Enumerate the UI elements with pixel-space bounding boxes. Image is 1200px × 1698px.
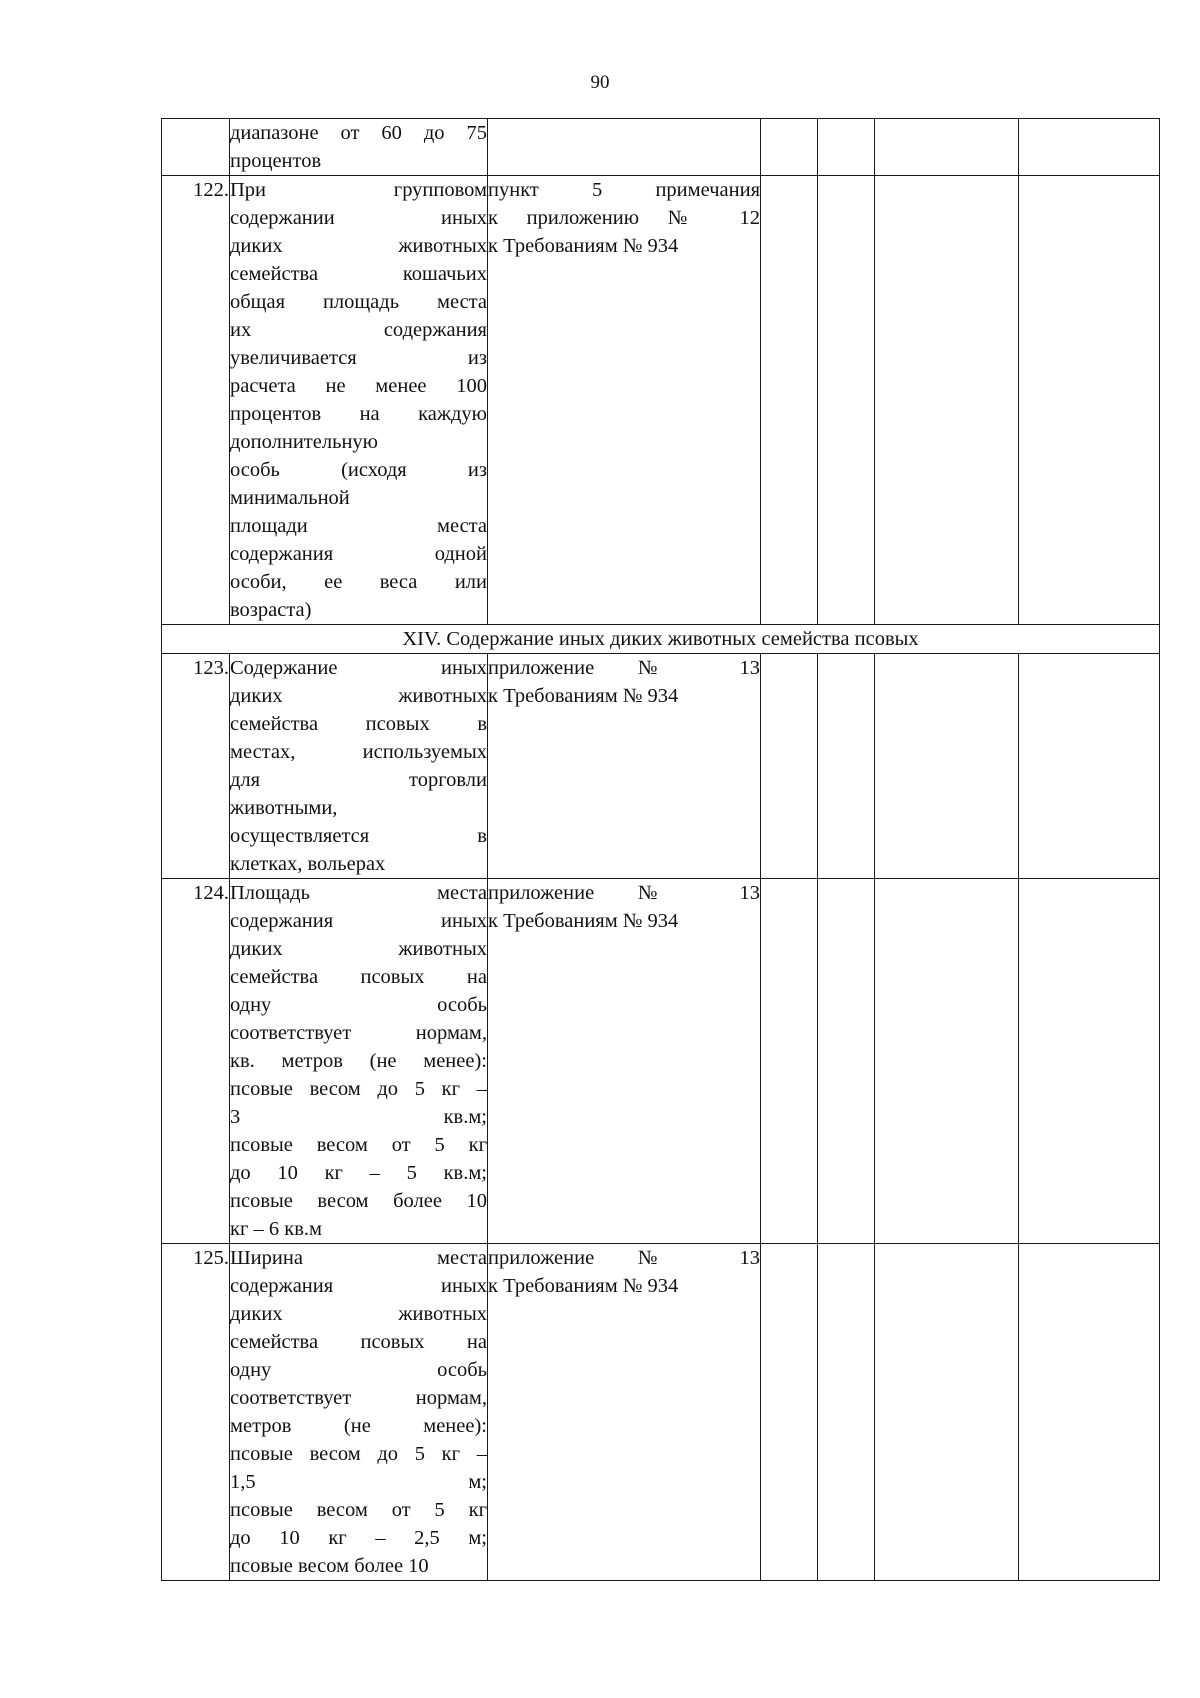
requirement-line: содержания одной [230,543,487,565]
notes-cell [1019,1244,1160,1581]
notes-cell [1019,654,1160,879]
answer-no-cell [818,879,875,1244]
requirement-line: метров (не менее): [230,1415,487,1437]
requirement-line: кг – 6 кв.м [230,1218,322,1240]
requirement-line: семейства кошачьих [230,263,487,285]
requirement-text [230,176,488,625]
requirement-line: для торговли [230,769,487,791]
answer-na-cell [875,119,1019,176]
notes-cell [1019,879,1160,1244]
legal-reference [488,654,761,879]
section-title: XIV. Содержание иных диких животных семейства псовых [162,625,1160,654]
requirement-line: диапазоне от 60 до 75 [230,122,487,144]
answer-no-cell [818,119,875,176]
notes-cell [1019,119,1160,176]
reference-line: к приложению № 12 [488,207,760,229]
answer-na-cell [875,879,1019,1244]
requirement-line: диких животных [230,1303,487,1325]
answer-no-cell [818,1244,875,1581]
requirement-line: соответствует нормам, [230,1387,487,1409]
requirement-line: одну особь [230,1359,487,1381]
legal-reference [488,119,761,176]
requirement-line: семейства псовых в [230,713,487,735]
answer-yes-cell [761,879,818,1244]
requirement-line: их содержания [230,319,487,341]
requirement-line: дополнительную [230,431,378,453]
item-number: 122. [162,176,230,625]
requirement-line: семейства псовых на [230,1331,487,1353]
answer-yes-cell [761,176,818,625]
requirement-line: до 10 кг – 2,5 м; [230,1527,487,1549]
reference-line: приложение № 13 [488,657,760,679]
requirement-line: диких животных [230,235,487,257]
requirement-text [230,879,488,1244]
requirement-line: диких животных [230,685,487,707]
requirement-line: особь (исходя из [230,459,487,481]
page-number: 90 [590,72,610,93]
item-number [162,119,230,176]
reference-line: к Требованиям № 934 [488,235,679,257]
answer-no-cell [818,654,875,879]
table-row [162,879,1160,1244]
requirement-line: общая площадь места [230,291,487,313]
requirement-line: местах, используемых [230,741,487,763]
answer-na-cell [875,654,1019,879]
requirement-line: содержания иных [230,1275,487,1297]
item-number: 124. [162,879,230,1244]
table-row [162,1244,1160,1581]
requirement-text [230,119,488,176]
answer-yes-cell [761,1244,818,1581]
requirement-line: Содержание иных [230,657,487,679]
requirement-line: псовые весом более 10 [230,1555,429,1577]
notes-cell [1019,176,1160,625]
reference-line: к Требованиям № 934 [488,1275,679,1297]
requirement-line: семейства псовых на [230,966,487,988]
requirement-line: процентов [230,150,322,172]
answer-yes-cell [761,119,818,176]
requirement-line: минимальной [230,487,350,509]
legal-reference [488,879,761,1244]
requirement-line: При групповом [230,179,487,201]
answer-na-cell [875,176,1019,625]
reference-line: к Требованиям № 934 [488,910,679,932]
reference-line: пункт 5 примечания [488,179,760,201]
requirement-line: особи, ее веса или [230,571,487,593]
reference-line: приложение № 13 [488,882,760,904]
requirement-line: псовые весом до 5 кг – [230,1443,487,1465]
requirement-line: псовые весом более 10 [230,1190,487,1212]
requirement-line: расчета не менее 100 [230,375,487,397]
requirement-line: процентов на каждую [230,403,487,425]
reference-line: к Требованиям № 934 [488,685,679,707]
requirement-line: соответствует нормам, [230,1022,487,1044]
requirement-line: псовые весом до 5 кг – [230,1078,487,1100]
requirement-text [230,654,488,879]
requirement-line: содержании иных [230,207,487,229]
item-number: 125. [162,1244,230,1581]
requirement-line: одну особь [230,994,487,1016]
requirement-line: клетках, вольерах [230,853,386,875]
legal-reference [488,176,761,625]
reference-line: приложение № 13 [488,1247,760,1269]
answer-no-cell [818,176,875,625]
legal-reference [488,1244,761,1581]
table-row [162,119,1160,176]
requirement-line: Площадь места [230,882,487,904]
requirement-line: возраста) [230,599,312,621]
requirement-line: 1,5 м; [230,1471,487,1493]
answer-yes-cell [761,654,818,879]
section-header-row [162,625,1160,654]
requirement-line: диких животных [230,938,487,960]
requirement-line: до 10 кг – 5 кв.м; [230,1162,487,1184]
requirement-line: осуществляется в [230,825,487,847]
requirement-line: 3 кв.м; [230,1106,487,1128]
requirement-line: кв. метров (не менее): [230,1050,487,1072]
table-row [162,654,1160,879]
item-number: 123. [162,654,230,879]
requirement-line: псовые весом от 5 кг [230,1499,487,1521]
requirement-line: животными, [230,797,338,819]
requirement-line: псовые весом от 5 кг [230,1134,487,1156]
table-row [162,176,1160,625]
requirement-line: Ширина места [230,1247,487,1269]
answer-na-cell [875,1244,1019,1581]
requirement-line: площади места [230,515,487,537]
requirement-line: увеличивается из [230,347,487,369]
requirement-line: содержания иных [230,910,487,932]
requirement-text [230,1244,488,1581]
checklist-table [161,118,1160,1581]
